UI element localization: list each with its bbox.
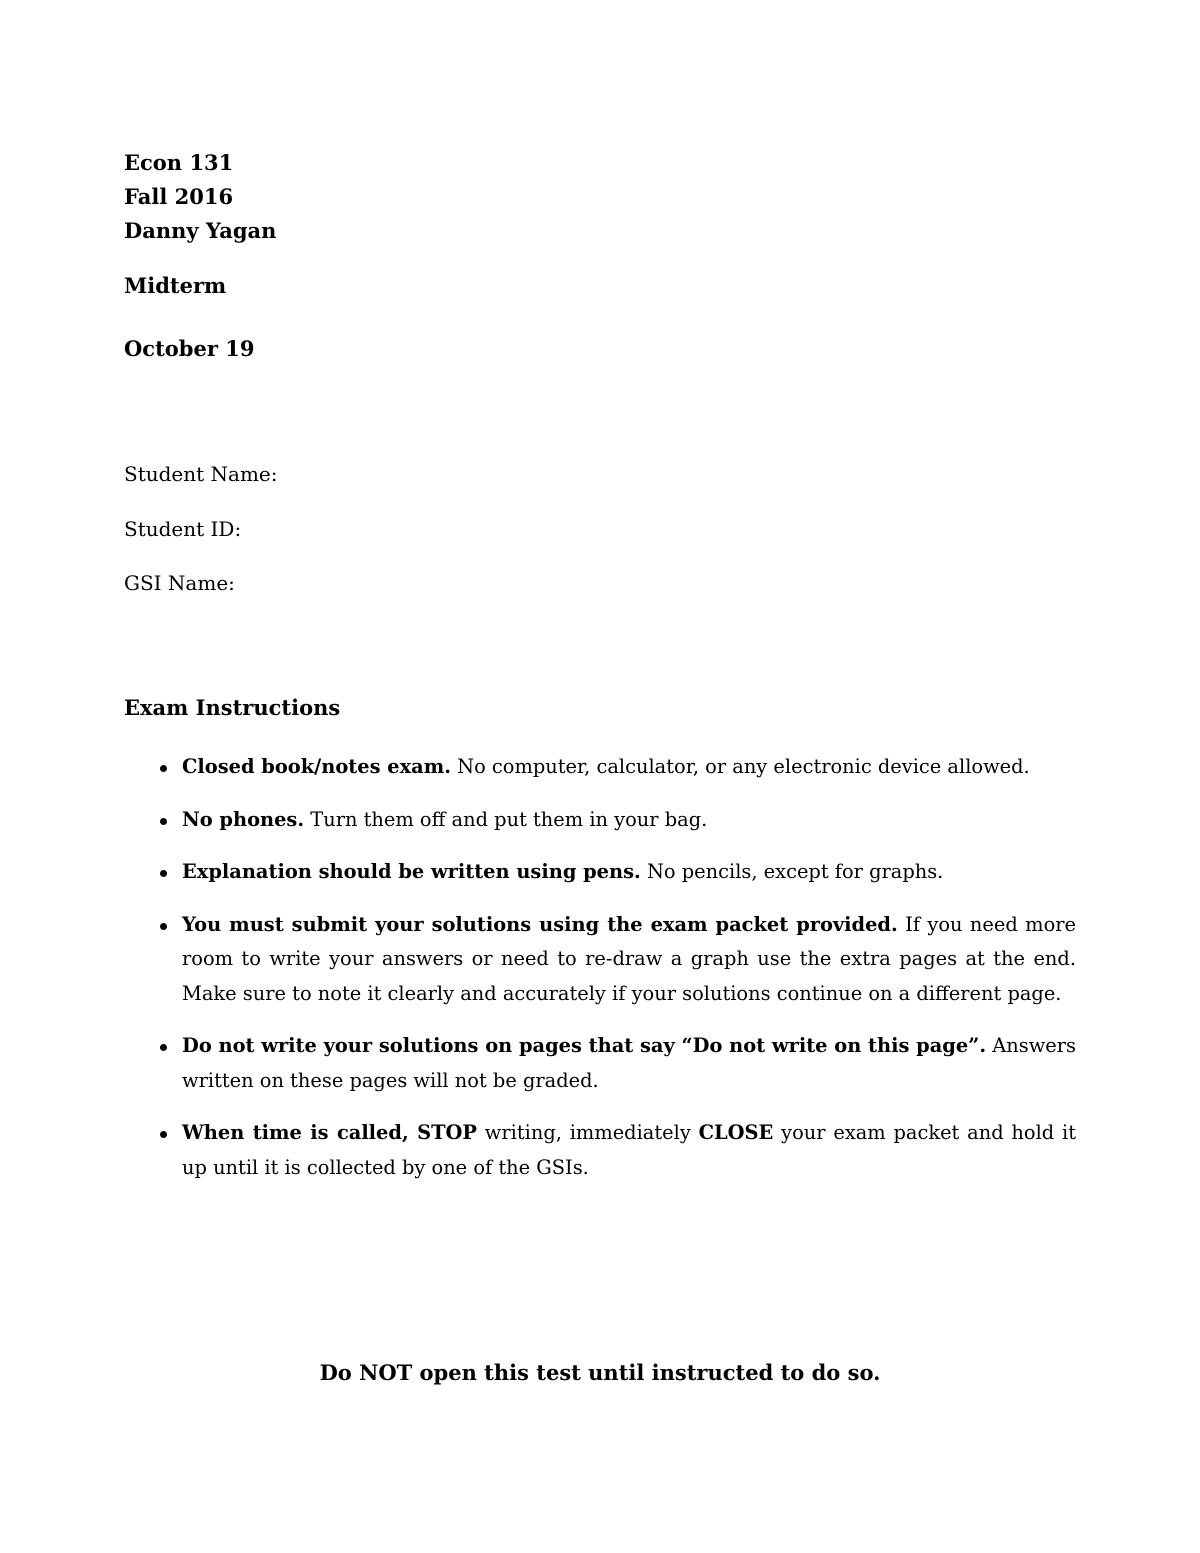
instruction-text: No computer, calculator, or any electronic device allowed. <box>450 755 1030 778</box>
instructions-list <box>160 750 1076 1203</box>
instruction-text: your exam packet and hold it up until it is collected by one of the GSIs. <box>182 1121 1076 1179</box>
instruction-item <box>160 803 1076 838</box>
exam-type: Midterm <box>124 273 227 298</box>
instruction-text: Answers written on these pages will not be graded. <box>182 1034 1076 1092</box>
instruction-emphasis: You must submit your solutions using the exam packet provided. <box>182 912 898 936</box>
instruction-text: No pencils, except for graphs. <box>640 860 944 883</box>
bullet-icon <box>160 1044 167 1051</box>
bullet-icon <box>160 870 167 877</box>
instruction-emphasis: Explanation should be written using pens. <box>182 860 641 883</box>
instructor-name: Danny Yagan <box>124 218 277 243</box>
instruction-item <box>160 855 1076 890</box>
instruction-emphasis: No phones. <box>182 807 305 831</box>
instruction-text: Turn them off and put them in your bag. <box>304 807 708 831</box>
do-not-open-notice: Do NOT open this test until instructed to do so. <box>319 1360 881 1385</box>
instruction-item <box>160 750 1076 785</box>
instruction-text: If you need more room to write your answers or need to re-draw a graph use the extra pages at the end. Make sure to note it clearly and accurately if your solutions continue on a different page. <box>182 912 1076 1005</box>
instruction-item <box>160 1116 1076 1185</box>
instruction-emphasis: When time is called, STOP <box>182 1121 477 1144</box>
instruction-emphasis: CLOSE <box>698 1121 774 1144</box>
instructions-title: Exam Instructions <box>124 695 341 720</box>
bullet-icon <box>160 765 167 772</box>
instruction-emphasis: Closed book/notes exam. <box>182 755 451 778</box>
instruction-item <box>160 1029 1076 1098</box>
gsi-name-label: GSI Name: <box>124 571 235 595</box>
student-id-label: Student ID: <box>124 517 242 541</box>
instruction-item <box>160 908 1076 1012</box>
bullet-icon <box>160 1131 167 1138</box>
instruction-emphasis: Do not write your solutions on pages that say “Do not write on this page”. <box>182 1034 987 1057</box>
course-title: Econ 131 <box>124 150 234 175</box>
bullet-icon <box>160 923 167 930</box>
exam-date: October 19 <box>124 336 255 361</box>
student-name-label: Student Name: <box>124 462 278 486</box>
bullet-icon <box>160 818 167 825</box>
instruction-text: writing, immediately <box>477 1121 699 1144</box>
term: Fall 2016 <box>124 184 234 209</box>
